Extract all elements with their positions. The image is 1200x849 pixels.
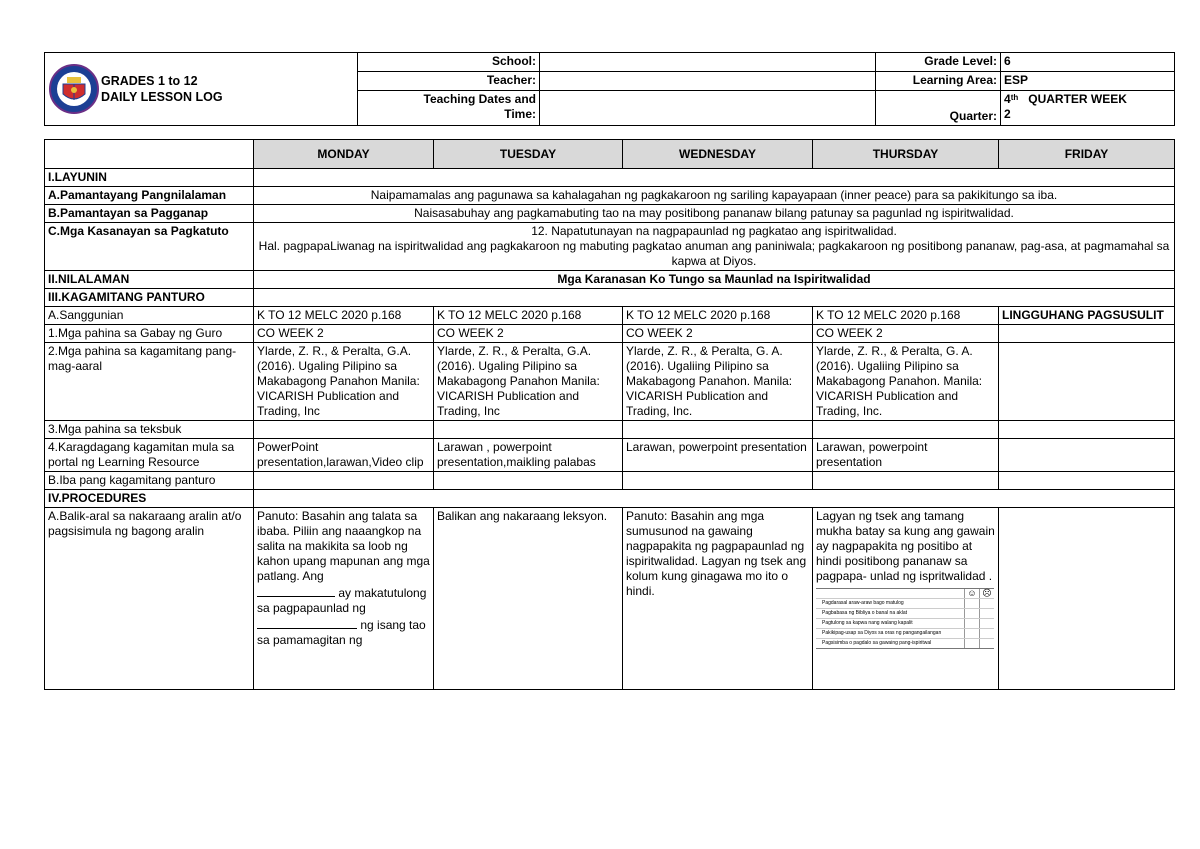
karagdagang-monday[interactable]: PowerPoint presentation,larawan,Video clip	[254, 439, 434, 472]
gabay-guro-label: 1.Mga pahina sa Gabay ng Guro	[45, 325, 254, 343]
teksbuk-tuesday[interactable]	[434, 421, 623, 439]
karagdagang-label: 4.Karagdagang kagamitan mula sa portal ng Learning Resource	[45, 439, 254, 472]
balik-aral-wednesday[interactable]: Panuto: Basahin ang mga sumusunod na gawaing nagpapakita ng pagpapaunlad ng ispiritwalidad. Lagyan ng tsek ang kolum kung ginagawa mo ito o hindi.	[623, 508, 813, 690]
balik-aral-monday[interactable]: Panuto: Basahin ang talata sa ibaba. Piliin ang naaangkop na salita na makikita sa loob ng kahon upang mapunan ang mga patlang. Ang ay makatutulong sa pagpapaunlad ng ng isang tao sa pamamagitan ng	[254, 508, 434, 690]
blank-line[interactable]	[257, 584, 335, 597]
teacher-label: Teacher:	[358, 72, 540, 91]
school-field[interactable]	[540, 53, 876, 72]
iba-tuesday[interactable]	[434, 472, 623, 490]
sanggunian-wednesday[interactable]: K TO 12 MELC 2020 p.168	[623, 307, 813, 325]
layunin-label: I.LAYUNIN	[45, 169, 254, 187]
day-header-row	[45, 140, 1175, 169]
teksbuk-monday[interactable]	[254, 421, 434, 439]
iba-friday[interactable]	[999, 472, 1175, 490]
sad-face-icon: ☹	[979, 589, 994, 598]
school-label: School:	[358, 53, 540, 72]
day-friday: FRIDAY	[999, 140, 1175, 169]
learning-area-field[interactable]: ESP	[1001, 72, 1175, 91]
teksbuk-wednesday[interactable]	[623, 421, 813, 439]
day-tuesday: TUESDAY	[434, 140, 623, 169]
day-monday: MONDAY	[254, 140, 434, 169]
blank-line[interactable]	[257, 616, 357, 629]
gabay-friday[interactable]	[999, 325, 1175, 343]
iba-wednesday[interactable]	[623, 472, 813, 490]
teaching-dates-label: Teaching Dates and Time:	[358, 91, 540, 126]
kasanayan-text[interactable]: 12. Napatutunayan na nagpapaunlad ng pagkatao ang ispiritwalidad. Hal. pagpapaLiwanag na ispiritwalidad ang pagkakaroon ng mabuting pagkatao anuman ang paniniwala; pagkakaroon ng positibong pananaw, pag-asa, at pagmamahal sa kapwa at Diyos.	[254, 223, 1175, 271]
title-line2: DAILY LESSON LOG	[101, 90, 223, 104]
sanggunian-tuesday[interactable]: K TO 12 MELC 2020 p.168	[434, 307, 623, 325]
mag-aaral-label: 2.Mga pahina sa kagamitang pang-mag-aaral	[45, 343, 254, 421]
logo-cell	[45, 53, 358, 126]
gabay-tuesday[interactable]: CO WEEK 2	[434, 325, 623, 343]
nilalaman-text[interactable]: Mga Karanasan Ko Tungo sa Maunlad na Ispiritwalidad	[254, 271, 1175, 289]
mag-aaral-monday[interactable]: Ylarde, Z. R., & Peralta, G.A. (2016). Ugaling Pilipino sa Makabagong Panahon Manila: VICARISH Publication and Trading, Inc	[254, 343, 434, 421]
grade-level-label: Grade Level:	[876, 53, 1001, 72]
teksbuk-friday[interactable]	[999, 421, 1175, 439]
lesson-log-table	[44, 139, 1175, 690]
kasanayan-label: C.Mga Kasanayan sa Pagkatuto	[45, 223, 254, 271]
sanggunian-label: A.Sanggunian	[45, 307, 254, 325]
karagdagang-thursday[interactable]: Larawan, powerpoint presentation	[813, 439, 999, 472]
teaching-dates-field[interactable]	[540, 91, 876, 126]
mag-aaral-thursday[interactable]: Ylarde, Z. R., & Peralta, G. A. (2016). Ugaliing Pilipino sa Makabagong Panahon. Manila: VICARISH Publication and Trading, Inc.	[813, 343, 999, 421]
nilalaman-label: II.NILALAMAN	[45, 271, 254, 289]
checklist-image: ☺ ☹ Pagdarasal araw-araw bago matulog Pagbabasa ng Bibliya o banal na aklat Pagtulong sa kapwa nang walang kapalit Pakikipag-usap sa Diyos sa oras ng pangangailangan Pagsisimba o pagdalo sa gawaing pang-ispiritwal	[816, 588, 994, 649]
pamantayang-pangnilalaman-text[interactable]: Naipamamalas ang pagunawa sa kahalagahan ng pagkakaroon ng sariling kapayapaan (inner peace) para sa pakikitungo sa iba.	[254, 187, 1175, 205]
day-wednesday: WEDNESDAY	[623, 140, 813, 169]
smiley-face-icon: ☺	[964, 589, 979, 598]
pamantayan-pagganap-text[interactable]: Naisasabuhay ang pagkamabuting tao na may positibong pananaw bilang patunay sa pagunlad ng ispiritwalidad.	[254, 205, 1175, 223]
pamantayang-pangnilalaman-label: A.Pamantayang Pangnilalaman	[45, 187, 254, 205]
teacher-field[interactable]	[540, 72, 876, 91]
balik-aral-label: A.Balik-aral sa nakaraang aralin at/o pagsisimula ng bagong aralin	[45, 508, 254, 690]
procedures-label: IV.PROCEDURES	[45, 490, 254, 508]
gabay-monday[interactable]: CO WEEK 2	[254, 325, 434, 343]
pamantayan-pagganap-label: B.Pamantayan sa Pagganap	[45, 205, 254, 223]
teksbuk-thursday[interactable]	[813, 421, 999, 439]
sanggunian-friday[interactable]: LINGGUHANG PAGSUSULIT	[999, 307, 1175, 325]
sanggunian-monday[interactable]: K TO 12 MELC 2020 p.168	[254, 307, 434, 325]
sanggunian-thursday[interactable]: K TO 12 MELC 2020 p.168	[813, 307, 999, 325]
gabay-thursday[interactable]: CO WEEK 2	[813, 325, 999, 343]
iba-pang-label: B.Iba pang kagamitang panturo	[45, 472, 254, 490]
kagamitan-label: III.KAGAMITANG PANTURO	[45, 289, 254, 307]
mag-aaral-wednesday[interactable]: Ylarde, Z. R., & Peralta, G. A. (2016). Ugaliing Pilipino sa Makabagong Panahon. Manila: VICARISH Publication and Trading, Inc.	[623, 343, 813, 421]
grade-level-field[interactable]: 6	[1001, 53, 1175, 72]
gabay-wednesday[interactable]: CO WEEK 2	[623, 325, 813, 343]
teksbuk-label: 3.Mga pahina sa teksbuk	[45, 421, 254, 439]
mag-aaral-tuesday[interactable]: Ylarde, Z. R., & Peralta, G.A. (2016). Ugaling Pilipino sa Makabagong Panahon Manila: VICARISH Publication and Trading, Inc	[434, 343, 623, 421]
karagdagang-friday[interactable]	[999, 439, 1175, 472]
quarter-field[interactable]: 4th QUARTER WEEK 2	[1001, 91, 1175, 126]
iba-thursday[interactable]	[813, 472, 999, 490]
balik-aral-thursday[interactable]: Lagyan ng tsek ang tamang mukha batay sa kung ang gawain ay nagpapakita ng positibo at hindi positibong pananaw sa pagpapa- unlad ng ispritwalidad . ☺ ☹ Pagdarasal araw-araw bago matulog Pagbabasa ng Bibliya o banal na aklat Pagtulong sa kapwa nang walang kapalit Pakikipag-usap sa Diyos sa oras ng pangangailangan Pagsisimba o pagdalo sa gawaing pang-ispiritwal	[813, 508, 999, 690]
mag-aaral-friday[interactable]	[999, 343, 1175, 421]
iba-monday[interactable]	[254, 472, 434, 490]
quarter-label: Quarter:	[876, 91, 1001, 126]
header-table	[44, 52, 1175, 126]
karagdagang-tuesday[interactable]: Larawan , powerpoint presentation,maikling palabas	[434, 439, 623, 472]
title-line1: GRADES 1 to 12	[101, 74, 198, 88]
balik-aral-tuesday[interactable]: Balikan ang nakaraang leksyon.	[434, 508, 623, 690]
learning-area-label: Learning Area:	[876, 72, 1001, 91]
deped-seal-icon	[49, 64, 99, 114]
day-thursday: THURSDAY	[813, 140, 999, 169]
balik-aral-friday[interactable]	[999, 508, 1175, 690]
karagdagang-wednesday[interactable]: Larawan, powerpoint presentation	[623, 439, 813, 472]
